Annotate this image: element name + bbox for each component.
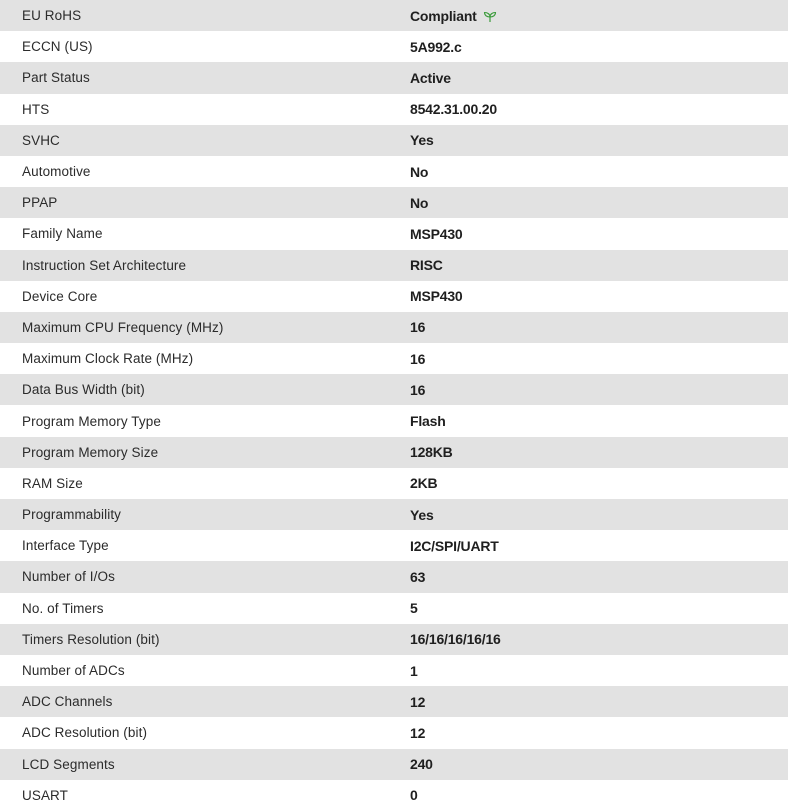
spec-row-automotive: [0, 156, 788, 187]
spec-label: LCD Segments: [22, 756, 115, 772]
spec-label: Maximum CPU Frequency (MHz): [22, 319, 224, 335]
spec-value: Compliant: [410, 7, 477, 24]
leaf-icon: [483, 11, 497, 23]
spec-label: ECCN (US): [22, 39, 93, 55]
spec-label: Instruction Set Architecture: [22, 257, 187, 273]
spec-label: PPAP: [22, 195, 58, 211]
spec-label: HTS: [22, 101, 50, 117]
spec-row-isa: [0, 250, 788, 281]
spec-row-ram-size: [0, 468, 788, 499]
spec-value: 16: [410, 350, 426, 367]
spec-value: RISC: [410, 257, 443, 274]
spec-label: No. of Timers: [22, 600, 104, 616]
spec-value: Active: [410, 69, 451, 86]
spec-label: Program Memory Size: [22, 444, 159, 460]
spec-row-hts: [0, 94, 788, 125]
spec-value: 5: [410, 600, 418, 617]
spec-label: Programmability: [22, 507, 122, 523]
spec-label: EU RoHS: [22, 8, 82, 24]
spec-value: 5A992.c: [410, 38, 462, 55]
spec-row-program-memory-size: [0, 437, 788, 468]
spec-value: 1: [410, 662, 418, 679]
spec-value: 16: [410, 381, 426, 398]
spec-value: 0: [410, 787, 418, 804]
spec-value: 16/16/16/16/16: [410, 631, 501, 648]
spec-row-program-memory-type: [0, 405, 788, 436]
spec-value: 12: [410, 693, 426, 710]
spec-row-ppap: [0, 187, 788, 218]
spec-row-number-of-ios: [0, 561, 788, 592]
spec-label: Timers Resolution (bit): [22, 631, 160, 647]
spec-label: USART: [22, 787, 69, 803]
spec-label: Device Core: [22, 288, 98, 304]
spec-label: Number of I/Os: [22, 569, 115, 585]
spec-value: 12: [410, 724, 426, 741]
spec-label: Program Memory Type: [22, 413, 161, 429]
spec-row-device-core: [0, 281, 788, 312]
spec-value: MSP430: [410, 225, 463, 242]
spec-row-max-clock-rate: [0, 343, 788, 374]
spec-value: MSP430: [410, 288, 463, 305]
spec-value: I2C/SPI/UART: [410, 537, 499, 554]
spec-value: 128KB: [410, 444, 453, 461]
spec-label: Part Status: [22, 70, 90, 86]
spec-value: Yes: [410, 506, 434, 523]
spec-value: 63: [410, 568, 426, 585]
spec-row-adc-resolution: [0, 717, 788, 748]
spec-value: No: [410, 194, 429, 211]
spec-row-eccn: [0, 31, 788, 62]
spec-row-usart: [0, 780, 788, 811]
spec-value-cell: [410, 0, 788, 31]
spec-label: Family Name: [22, 226, 103, 242]
spec-label: Interface Type: [22, 538, 109, 554]
spec-row-svhc: [0, 125, 788, 156]
spec-row-number-of-adcs: [0, 655, 788, 686]
spec-value: 2KB: [410, 475, 438, 492]
spec-label: SVHC: [22, 132, 60, 148]
spec-label: ADC Channels: [22, 694, 113, 710]
spec-value: Flash: [410, 413, 446, 430]
spec-label: Automotive: [22, 164, 91, 180]
spec-row-max-cpu-freq: [0, 312, 788, 343]
spec-row-lcd-segments: [0, 749, 788, 780]
spec-row-family-name: [0, 218, 788, 249]
spec-row-data-bus-width: [0, 374, 788, 405]
spec-row-eu-rohs: [0, 0, 788, 31]
spec-row-adc-channels: [0, 686, 788, 717]
spec-label: Number of ADCs: [22, 663, 125, 679]
spec-row-interface-type: [0, 530, 788, 561]
spec-label: RAM Size: [22, 475, 83, 491]
spec-value: Yes: [410, 132, 434, 149]
spec-value: 8542.31.00.20: [410, 101, 497, 118]
spec-value: 16: [410, 319, 426, 336]
spec-value: 240: [410, 756, 433, 773]
spec-row-part-status: [0, 62, 788, 93]
spec-label: Data Bus Width (bit): [22, 382, 145, 398]
spec-row-timers-resolution: [0, 624, 788, 655]
spec-row-programmability: [0, 499, 788, 530]
spec-value: No: [410, 163, 429, 180]
spec-label: ADC Resolution (bit): [22, 725, 148, 741]
spec-row-no-of-timers: [0, 593, 788, 624]
spec-label: Maximum Clock Rate (MHz): [22, 351, 194, 367]
